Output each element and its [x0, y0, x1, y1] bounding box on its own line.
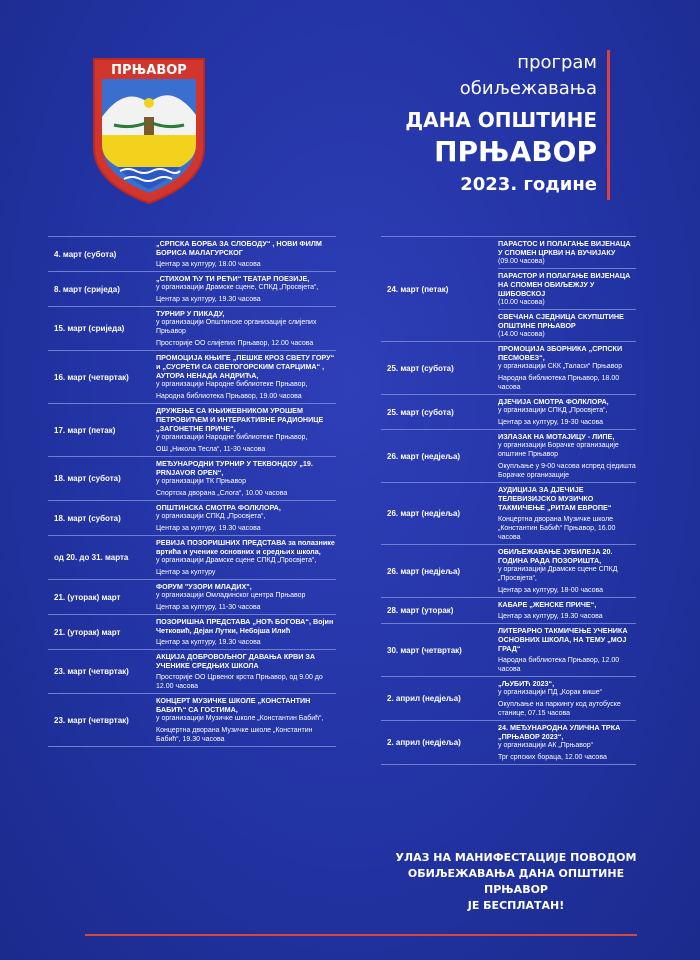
event-date: 4. март (субота): [54, 249, 117, 259]
program-title: [337, 50, 610, 200]
event-venue: Просторије ОО Црвеног крста Прњавор, од 9.00 до 12.00 часова: [156, 674, 323, 690]
event-organizer: у организацији Народне библиотеке Прњавор,: [156, 434, 308, 441]
schedule-row: [48, 271, 336, 306]
bottom-divider: [85, 934, 637, 936]
event-date: 24. март (петак): [387, 284, 449, 294]
event-date: 26. март (недјеља): [387, 451, 461, 461]
event-date: од 20. до 31. марта: [54, 553, 129, 562]
event-list: [156, 501, 336, 535]
event-venue: Центар за културу, 19-30 часова: [498, 419, 604, 426]
title-line-5: 2023. године: [460, 174, 597, 195]
event-title: АКЦИЈА ДОБРОВОЉНОГ ДАВАЊА КРВИ ЗА УЧЕНИКЕ СРЕДЊИХ ШКОЛА: [156, 652, 316, 670]
event-organizer: у организацији ТК Прњавор: [156, 478, 246, 485]
event-item: [156, 650, 336, 693]
event-organizer: у организацији Општинске организације слијепих Прњавор: [156, 319, 317, 335]
schedule-row: [381, 623, 636, 676]
event-list: [156, 536, 336, 579]
event-item: [156, 307, 336, 350]
schedule-row: [48, 649, 336, 693]
event-title: ПАРАСТОС И ПОЛАГАЊЕ ВИЈЕНАЦА У СПОМЕН ЦРКВИ НА ВУЧИЈАКУ: [498, 239, 631, 257]
event-item: [156, 694, 336, 746]
event-title: ПАРАСТОР И ПОЛАГАЊЕ ВИЈЕНАЦА НА СПОМЕН ОБИЉЕЖЈУ У ШИБОВСКОЈ: [498, 271, 631, 298]
notice-line-2: ОБИЉЕЖАВАЊА ДАНА ОПШТИНЕ ПРЊАВОР: [407, 867, 625, 896]
schedule-row: [381, 676, 636, 720]
event-item: [498, 677, 636, 720]
event-item: [498, 268, 636, 309]
event-item: [156, 404, 336, 456]
event-title: ПОЗОРИШНА ПРЕДСТАВА „НОЋ БОГОВА“, Војин Четковић, Дејан Лутки, Небојша Илић: [156, 617, 334, 635]
event-date: 17. март (петак): [54, 425, 116, 435]
event-venue: Центар за културу, 19.30 часова: [156, 296, 261, 303]
event-date: 2. април (недјеља): [387, 694, 461, 703]
event-date: 25. март (субота): [387, 407, 454, 417]
event-date: 23. март (четвртак): [54, 667, 129, 676]
event-venue: Центар за културу, 11-30 часова: [156, 604, 261, 611]
schedule-row: [381, 429, 636, 482]
schedule-row: [48, 306, 336, 350]
event-venue: Трг српских бораца, 12.00 часова: [498, 754, 607, 761]
event-list: [498, 237, 636, 341]
event-title: КАБАРЕ „ЖЕНСКЕ ПРИЧЕ“,: [498, 600, 597, 609]
event-item: [156, 536, 336, 579]
event-list: [498, 395, 636, 429]
event-date: 16. март (четвртак): [54, 372, 129, 382]
schedule-row: [381, 597, 636, 623]
event-list: [498, 342, 636, 394]
title-line-1: програм: [517, 52, 597, 73]
event-item: [498, 721, 636, 764]
schedule-row: [48, 403, 336, 456]
event-date: 8. март (сриједа): [54, 284, 120, 294]
event-title: 24. МЕЂУНАРОДНА УЛИЧНА ТРКА „ПРЊАВОР 2023“,: [498, 723, 621, 741]
event-venue: Окупљање на паркингу код аутобуске станице, 07.15 часова: [498, 701, 621, 717]
event-venue: ОШ „Никола Тесла“, 11-30 часова: [156, 446, 266, 453]
event-title: АУДИЦИЈА ЗА ДЈЕЧИЈЕ ТЕЛЕВИЗИЈСКО МУЗИЧКО ТАКМИЧЕЊЕ „РИТАМ ЕВРОПЕ“: [498, 485, 612, 512]
event-date: 23. март (четвртак): [54, 715, 129, 725]
event-item: [156, 501, 336, 535]
schedule-row: [48, 693, 336, 747]
event-venue: Центар за културу, 18.00 часова: [156, 261, 261, 268]
event-item: [498, 237, 636, 268]
event-title: ТУРНИР У ПИКАДУ,: [156, 309, 225, 318]
schedule-right-column: [381, 236, 636, 765]
schedule-row: [48, 535, 336, 579]
schedule-row: [381, 341, 636, 394]
event-item: [156, 237, 336, 271]
event-venue: Центар за културу, 19.30 часова: [156, 639, 261, 646]
event-organizer: у организацији СКК „Таласи“ Прњавор: [498, 363, 623, 370]
event-venue: Концертна дворана Музичке школе „Константин Бабић“ Прњавор, 16.00 часова: [498, 516, 616, 541]
event-item: [156, 351, 336, 403]
event-title: СВЕЧАНА СЈЕДНИЦА СКУПШТИНЕ ОПШТИНЕ ПРЊАВОР: [498, 312, 624, 330]
schedule-row: [48, 350, 336, 403]
event-organizer: (10.00 часова): [498, 299, 545, 306]
event-item: [498, 309, 636, 341]
event-title: „СТИХОМ ЋУ ТИ РЕЋИ“ ТЕАТАР ПОЕЗИЈЕ,: [156, 274, 310, 283]
event-item: [156, 615, 336, 649]
event-venue: Центар за културу, 18-00 часова: [498, 587, 604, 594]
event-item: [498, 430, 636, 482]
event-date: 25. март (субота): [387, 363, 454, 373]
event-date: 28. март (уторак): [387, 606, 454, 615]
event-organizer: у организацији Народне библиотеке Прњавор,: [156, 381, 308, 388]
event-title: ОПШТИНСКА СМОТРА ФОЛКЛОРА,: [156, 503, 281, 512]
event-list: [156, 615, 336, 649]
event-item: [498, 598, 636, 623]
event-title: ПРОМОЦИЈА КЊИГЕ „ПЕШКЕ КРОЗ СВЕТУ ГОРУ“ и „СУСРЕТИ СА СВЕТОГОРСКИМ СТАРЦИМА“ , АУТОРА НЕНАДА АНДРИЋА,: [156, 353, 335, 380]
event-list: [156, 694, 336, 746]
event-list: [498, 677, 636, 720]
event-title: ИЗЛАЗАК НА МОТАЈИЦУ - ЛИПЕ,: [498, 432, 615, 441]
event-organizer: у организацији Борачке организације општине Прњавор: [498, 442, 619, 458]
municipality-crest-icon: [90, 55, 208, 205]
event-title: ДЈЕЧИЈА СМОТРА ФОЛКЛОРА,: [498, 397, 609, 406]
schedule-row: [381, 394, 636, 429]
crest-label: ПРЊАВОР: [111, 63, 187, 78]
schedule-row: [48, 236, 336, 271]
event-date: 2. април (недјеља): [387, 738, 461, 747]
event-title: „ЉУБИЋ 2023“,: [498, 679, 555, 688]
schedule-left-column: [48, 236, 336, 747]
title-line-4: ПРЊАВОР: [434, 135, 597, 168]
event-item: [498, 342, 636, 394]
notice-line-1: УЛАЗ НА МАНИФЕСТАЦИЈЕ ПОВОДОМ: [395, 851, 637, 864]
event-venue: Народна библиотека Прњавор, 18.00 часова: [498, 375, 620, 391]
schedule-row: [381, 236, 636, 341]
event-venue: Центар за културу, 19.30 часова: [156, 525, 261, 532]
event-venue: Окупљање у 9-00 часова испред сједишта Борачке организације: [498, 463, 636, 479]
event-list: [498, 598, 636, 623]
event-list: [156, 237, 336, 271]
event-title: „СРПСКА БОРБА ЗА СЛОБОДУ“ , НОВИ ФИЛМ БОРИСА МАЛАГУРСКОГ: [156, 239, 322, 257]
event-title: РЕВИЈА ПОЗОРИШНИХ ПРЕДСТАВА за полазнике вртића и ученике основних и средњих школа,: [156, 538, 335, 556]
event-organizer: (14.00 часова): [498, 331, 545, 338]
event-item: [498, 545, 636, 597]
event-list: [498, 483, 636, 544]
event-organizer: (09.00 часова): [498, 258, 545, 265]
event-organizer: у организацији Драмске сцене СПКД „Просвјета“,: [156, 557, 317, 564]
schedule-row: [381, 720, 636, 765]
event-venue: Центар за културу, 19.30 часова: [498, 613, 603, 620]
event-date: 18. март (субота): [54, 513, 121, 523]
event-item: [156, 272, 336, 306]
event-date: 21. (уторак) март: [54, 592, 121, 602]
title-line-3: ДАНА ОПШТИНЕ: [405, 108, 597, 132]
event-organizer: у организацији Драмске сцене, СПКД „Просвјета“,: [156, 284, 319, 291]
event-list: [498, 721, 636, 764]
event-date: 15. март (сриједа): [54, 324, 125, 333]
event-list: [156, 272, 336, 306]
schedule-row: [48, 614, 336, 649]
event-title: МЕЂУНАРОДНИ ТУРНИР У ТЕКВОНДОУ „19. PRNJAVOR OPEN“,: [156, 459, 313, 477]
event-list: [498, 624, 636, 676]
schedule-row: [381, 482, 636, 544]
notice-line-3: ЈЕ БЕСПЛАТАН!: [467, 899, 565, 912]
event-title: ДРУЖЕЊЕ СА КЊИЖЕВНИКОМ УРОШЕМ ПЕТРОВИЋЕМ И ИНТЕРАКТИВНЕ РАДИОНИЦЕ „ЗАГОНЕТНЕ ПРИЧЕ“,: [156, 406, 324, 433]
event-venue: Центар за културу: [156, 569, 216, 576]
event-date: 26. март (недјеља): [387, 566, 461, 576]
event-date: 18. март (субота): [54, 474, 121, 483]
event-organizer: у организацији СПКД „Просвјета“,: [156, 513, 266, 520]
event-item: [498, 395, 636, 429]
event-list: [156, 307, 336, 350]
event-organizer: у организацији Музичке школе „Константин Бабић“,: [156, 715, 324, 722]
event-list: [498, 430, 636, 482]
event-venue: Народна библиотека Прњавор, 19.00 часова: [156, 393, 302, 400]
event-title: ЛИТЕРАРНО ТАКМИЧЕЊЕ УЧЕНИКА ОСНОВНИХ ШКОЛА, НА ТЕМУ „МОЈ ГРАД“: [498, 626, 628, 653]
event-list: [156, 404, 336, 456]
schedule-row: [48, 456, 336, 500]
event-organizer: у организацији АК „Прњавор“: [498, 742, 594, 749]
event-item: [156, 457, 336, 500]
event-date: 21. (уторак) март: [54, 627, 121, 637]
event-list: [498, 545, 636, 597]
free-entry-notice: [381, 850, 651, 914]
event-venue: Концертна дворана Музичке школе „Константин Бабић“, 19.30 часова: [156, 727, 313, 743]
event-list: [156, 351, 336, 403]
schedule-row: [381, 544, 636, 597]
event-venue: Просторије ОО слијепих Прњавор, 12.00 часова: [156, 340, 314, 347]
event-organizer: у организацији ПД „Корак више“: [498, 689, 603, 696]
event-item: [498, 483, 636, 544]
event-date: 30. март (четвртак): [387, 645, 462, 655]
event-venue: Спортска дворана „Слога“, 10.00 часова: [156, 490, 288, 497]
title-line-2: обиљежавања: [459, 78, 597, 99]
event-organizer: у организацији Драмске сцене СПКД „Просвјета“,: [498, 566, 618, 582]
event-item: [156, 580, 336, 614]
event-title: ФОРУМ "УЗОРИ МЛАДИХ",: [156, 582, 252, 591]
event-list: [156, 457, 336, 500]
event-list: [156, 580, 336, 614]
event-list: [156, 650, 336, 693]
event-title: ОБИЉЕЖАВАЊЕ ЈУБИЛЕЈА 20. ГОДИНА РАДА ПОЗОРИШТА,: [498, 547, 613, 565]
event-organizer: у организацији Омладинског центра Прњавор: [156, 592, 306, 599]
event-organizer: у организацији СПКД „Просвјета“,: [498, 407, 608, 414]
event-item: [498, 624, 636, 676]
schedule-row: [48, 500, 336, 535]
event-venue: Народна библиотека Прњавор, 12.00 часова: [498, 657, 620, 673]
schedule-row: [48, 579, 336, 614]
event-date: 26. март (недјеља): [387, 509, 461, 518]
event-title: ПРОМОЦИЈА ЗБОРНИКА „СРПСКИ ПЕСМОВЕЗ“,: [498, 344, 623, 362]
event-title: КОНЦЕРТ МУЗИЧКЕ ШКОЛЕ „КОНСТАНТИН БАБИЋ“ СА ГОСТИМА,: [156, 696, 311, 714]
